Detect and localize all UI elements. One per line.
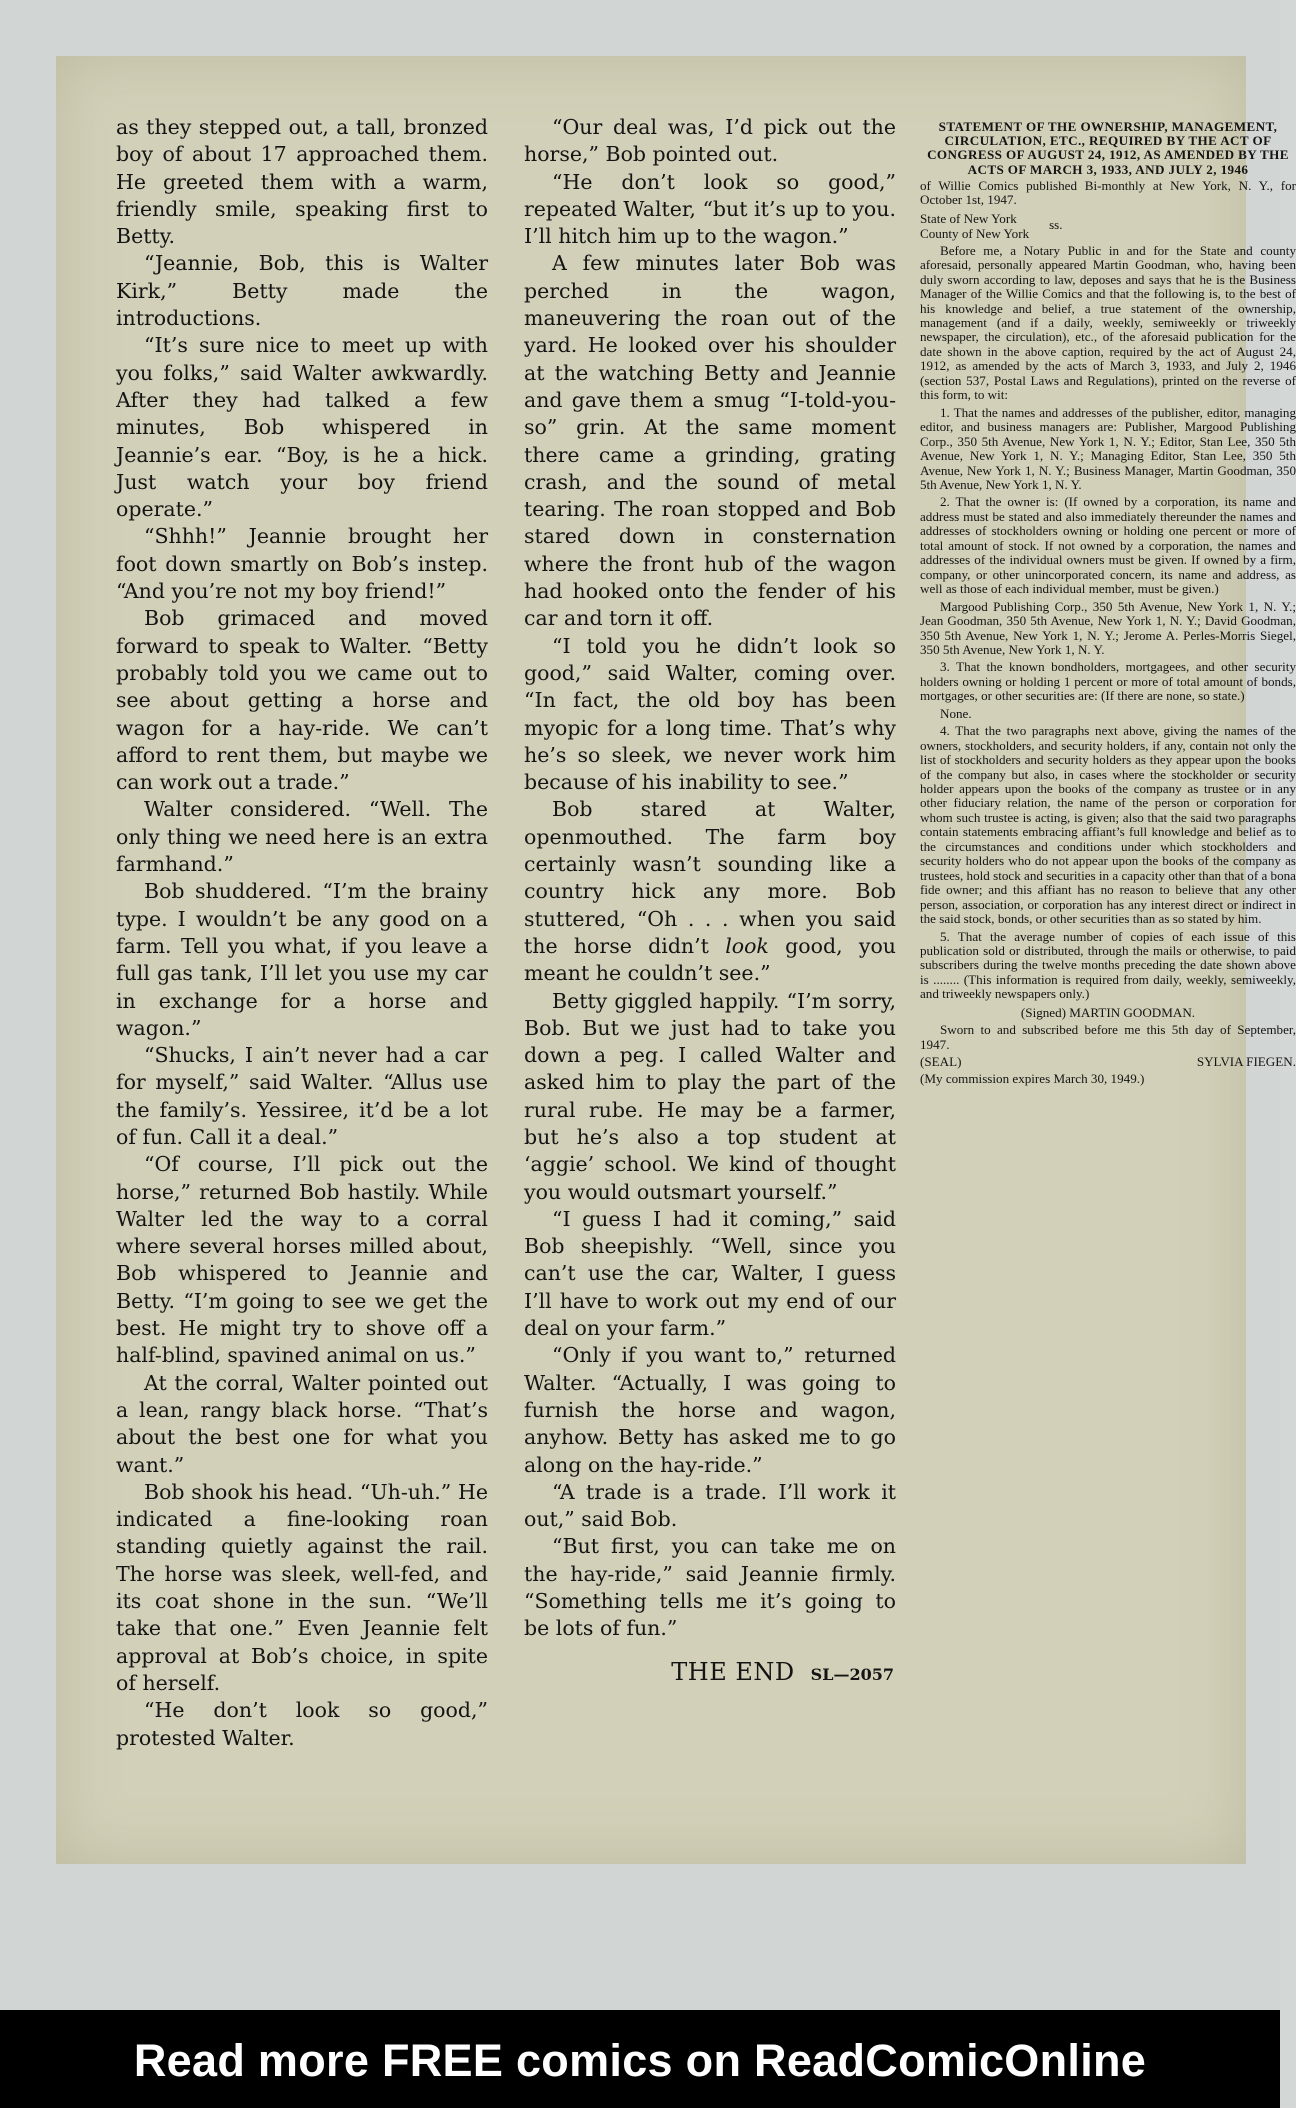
signature-line: (Signed) MARTIN GOODMAN. <box>1020 1004 1196 1020</box>
comic-page <box>56 56 1296 1864</box>
story-paragraph: “He don’t look so good,” repeated Walter, “but it’s up to you. I’ll hitch him up to the wagon.” <box>524 169 896 249</box>
story-paragraph: “He don’t look so good,” protested Walter. <box>116 1698 488 1750</box>
seal-line <box>920 1055 1296 1069</box>
story-paragraph: “It’s sure nice to meet up with you folks,” said Walter awkwardly. After they had talked a few minutes, Bob whispered in Jeannie’s ear. “Boy, is he a hick. Just watch your boy friend operate.” <box>116 333 488 522</box>
statement-paragraph: 4. That the two paragraphs next above, giving the names of the owners, stockholders, and security holders, if any, contain not only the list of stockholders and security holders as they appear upon the books of the company but also, in cases where the stockholder or security holder appears upon the books of the company as trustee or in any other fiduciary relation, the name of the person or corporation for whom such trustee is acting, is given; also that the said two paragraphs contain statements embracing affiant’s full knowledge and belief as to the circumstances and conditions under which stockholders and security holders who do not appear upon the books of the company as trustees, hold stock and securities in a capacity other than that of a bona fide owner; and this affiant has no reason to believe that any other person, association, or corporation has any interest direct or indirect in the said stock, bonds, or other securities than as so stated by him. <box>920 723 1296 927</box>
sworn-line: Sworn to and subscribed before me this 5th day of September, 1947. <box>920 1022 1296 1052</box>
promo-banner[interactable] <box>0 2010 1280 2108</box>
state-line: State of New York <box>920 210 1017 226</box>
story-paragraph: “Our deal was, I’d pick out the horse,” Bob pointed out. <box>524 115 896 167</box>
venue-block <box>920 211 1296 241</box>
story-paragraph: At the corral, Walter pointed out a lean, rangy black horse. “That’s about the best one for what you want.” <box>116 1370 488 1477</box>
story-paragraph: “But first, you can take me on the hay-ride,” said Jeannie firmly. “Something tells me it’s going to be lots of fun.” <box>524 1534 896 1641</box>
commission-line: (My commission expires March 30, 1949.) <box>920 1070 1145 1086</box>
story-paragraph: “A trade is a trade. I’ll work it out,” said Bob. <box>524 1479 896 1532</box>
promo-banner-text[interactable]: Read more FREE comics on ReadComicOnline <box>133 2035 1147 2086</box>
story-code: SL—2057 <box>810 1664 894 1684</box>
story-paragraph: “Shucks, I ain’t never had a car for myself,” said Walter. “Allus use the family’s. Yessiree, it’d be a lot of fun. Call it a deal.” <box>116 1043 488 1149</box>
story-paragraph: Bob shuddered. “I’m the brainy type. I wouldn’t be any good on a farm. Tell you what, if you leave a full gas tank, I’ll let you use my car in exchange for a horse and wagon.” <box>116 879 488 1040</box>
story-paragraph: “Only if you want to,” returned Walter. “Actually, I was going to furnish the horse and wagon, anyhow. Betty has asked me to go along on the hay-ride.” <box>524 1343 896 1477</box>
statement-heading: STATEMENT OF THE OWNERSHIP, MANAGEMENT, CIRCULATION, ETC., REQUIRED BY THE ACT OF CONGRESS OF AUGUST 24, 1912, AS AMENDED BY THE ACTS OF MARCH 3, 1933, AND JULY 2, 1946 <box>927 119 1289 177</box>
statement-paragraph: Before me, a Notary Public in and for the State and county aforesaid, personally appeared Martin Goodman, who, having been duly sworn according to law, deposes and says that he is the Business Manager of the Willie Comics and that the following is, to the best of his knowledge and belief, a true statement of the ownership, management (and if a daily, weekly, semiweekly or triweekly newspaper, the circulation), etc., of the aforesaid publication for the date shown in the above caption, required by the act of August 24, 1912, as amended by the acts of March 3, 1933, and July 2, 1946 (section 537, Postal Laws and Regulations), printed on the reverse of this form, to wit: <box>920 242 1296 403</box>
story-paragraph: Walter considered. “Well. The only thing we need here is an extra farmhand.” <box>116 797 488 877</box>
statement-paragraph: 3. That the known bondholders, mortgagees, and other security holders owning or holding 1 percent or more of total amount of bonds, mortgages, or other securities are: (If there are none, so state.) <box>920 659 1296 704</box>
ownership-statement <box>920 114 1296 1086</box>
the-end-label: THE END <box>671 1657 795 1686</box>
statement-paragraph: 1. That the names and addresses of the publisher, editor, managing editor, and business managers are: Publisher, Margood Publishing Corp., 350 5th Avenue, New York 1, N. Y.; Editor, Stan Lee, 350 5th Avenue, New York 1, N. Y.; Managing Editor, Stan Lee, 350 5th Avenue, New York 1, N. Y.; Business Manager, Martin Goodman, 350 5th Avenue, New York 1, N. Y. <box>920 404 1296 492</box>
statement-paragraph: Margood Publishing Corp., 350 5th Avenue, New York 1, N. Y.; Jean Goodman, 350 5th Avenue, New York 1, N. Y.; David Goodman, 350 5th Avenue, New York 1, N. Y.; Jerome A. Perles-Morris Siegel, 350 5th Avenue, New York 1, N. Y. <box>920 598 1296 657</box>
seal-label: (SEAL) <box>920 1054 962 1070</box>
story-paragraph: “I told you he didn’t look so good,” said Walter, coming over. “In fact, the old boy has been myopic for a long time. That’s why he’s so sleek, we never work him because of his inability to see.” <box>524 633 896 795</box>
story-paragraph: A few minutes later Bob was perched in the wagon, maneuvering the roan out of the yard. He looked over his shoulder at the watching Betty and Jeannie and gave them a smug “I-told-you-so” grin. At the same moment there came a grinding, grating crash, and the sound of metal tearing. The roan stopped and Bob stared down in consternation where the front hub of the wagon had hooked onto the fender of his car and torn it off. <box>524 251 896 631</box>
story-text: Bob stared at Walter, openmouthed. The farm boy certainly wasn’t sounding like a country hick any more. Bob stuttered, “Oh . . . when you said the horse didn’t <box>524 797 896 958</box>
story-column-2 <box>524 114 896 1688</box>
story-paragraph: “Of course, I’ll pick out the horse,” returned Bob hastily. While Walter led the way to a corral where several horses milled about, Bob whispered to Jeannie and Betty. “I’m going to see we get the best. He might try to shove off a half-blind, spavined animal on us.” <box>116 1152 488 1368</box>
emphasis-text: look <box>725 933 769 958</box>
story-column-1 <box>116 114 488 1752</box>
story-paragraph: Bob grimaced and moved forward to speak to Walter. “Betty probably told you we came out to see about getting a horse and wagon for a hay-ride. We can’t afford to rent them, but maybe we can work out a trade.” <box>116 606 488 795</box>
story-paragraph: “Jeannie, Bob, this is Walter Kirk,” Betty made the introductions. <box>116 251 488 331</box>
statement-paragraph: 5. That the average number of copies of each issue of this publication sold or distributed, through the mails or otherwise, to paid subscribers during the twelve months preceding the date shown above is ........ (This information is required from daily, weekly, semiweekly, and triweekly newspapers only.) <box>920 928 1296 1002</box>
county-line: County of New York <box>920 225 1030 241</box>
statement-paragraph: None. <box>940 705 972 721</box>
story-ending <box>524 1659 896 1688</box>
story-paragraph: “I guess I had it coming,” said Bob sheepishly. “Well, since you can’t use the car, Walter, I guess I’ll have to work out my end of our deal on your farm.” <box>524 1206 896 1341</box>
story-paragraph: Betty giggled happily. “I’m sorry, Bob. But we just had to take you down a peg. I called Walter and asked him to play the part of the rural rube. He may be a farmer, but he’s also a top student at ‘aggie’ school. We kind of thought you would outsmart yourself.” <box>524 988 896 1204</box>
statement-paragraph: 2. That the owner is: (If owned by a corporation, its name and address must be stated and also immediately thereunder the names and addresses of stockholders owning or holding one percent or more of total amount of stock. If not owned by a corporation, the names and addresses of the individual owners must be given. If owned by a firm, company, or other unincorporated concern, its name and address, as well as those of each individual member, must be given.) <box>920 494 1296 597</box>
notary-name: SYLVIA FIEGEN. <box>1196 1054 1296 1070</box>
story-paragraph <box>524 796 896 987</box>
story-text: good, you meant he couldn’t see.” <box>524 933 896 986</box>
story-paragraph: “Shhh!” Jeannie brought her foot down smartly on Bob’s instep. “And you’re not my boy friend!” <box>116 524 488 604</box>
ss-mark: ss. <box>1049 217 1063 233</box>
story-paragraph: Bob shook his head. “Uh-uh.” He indicated a fine-looking roan standing quietly against the rail. The horse was sleek, well-fed, and its coat shone in the sun. “We’ll take that one.” Even Jeannie felt approval at Bob’s choice, in spite of herself. <box>116 1479 488 1695</box>
statement-intro: of Willie Comics published Bi-monthly at New York, N. Y., for October 1st, 1947. <box>920 177 1296 208</box>
story-paragraph: as they stepped out, a tall, bronzed boy of about 17 approached them. He greeted them with a warm, friendly smile, speaking first to Betty. <box>116 115 488 249</box>
